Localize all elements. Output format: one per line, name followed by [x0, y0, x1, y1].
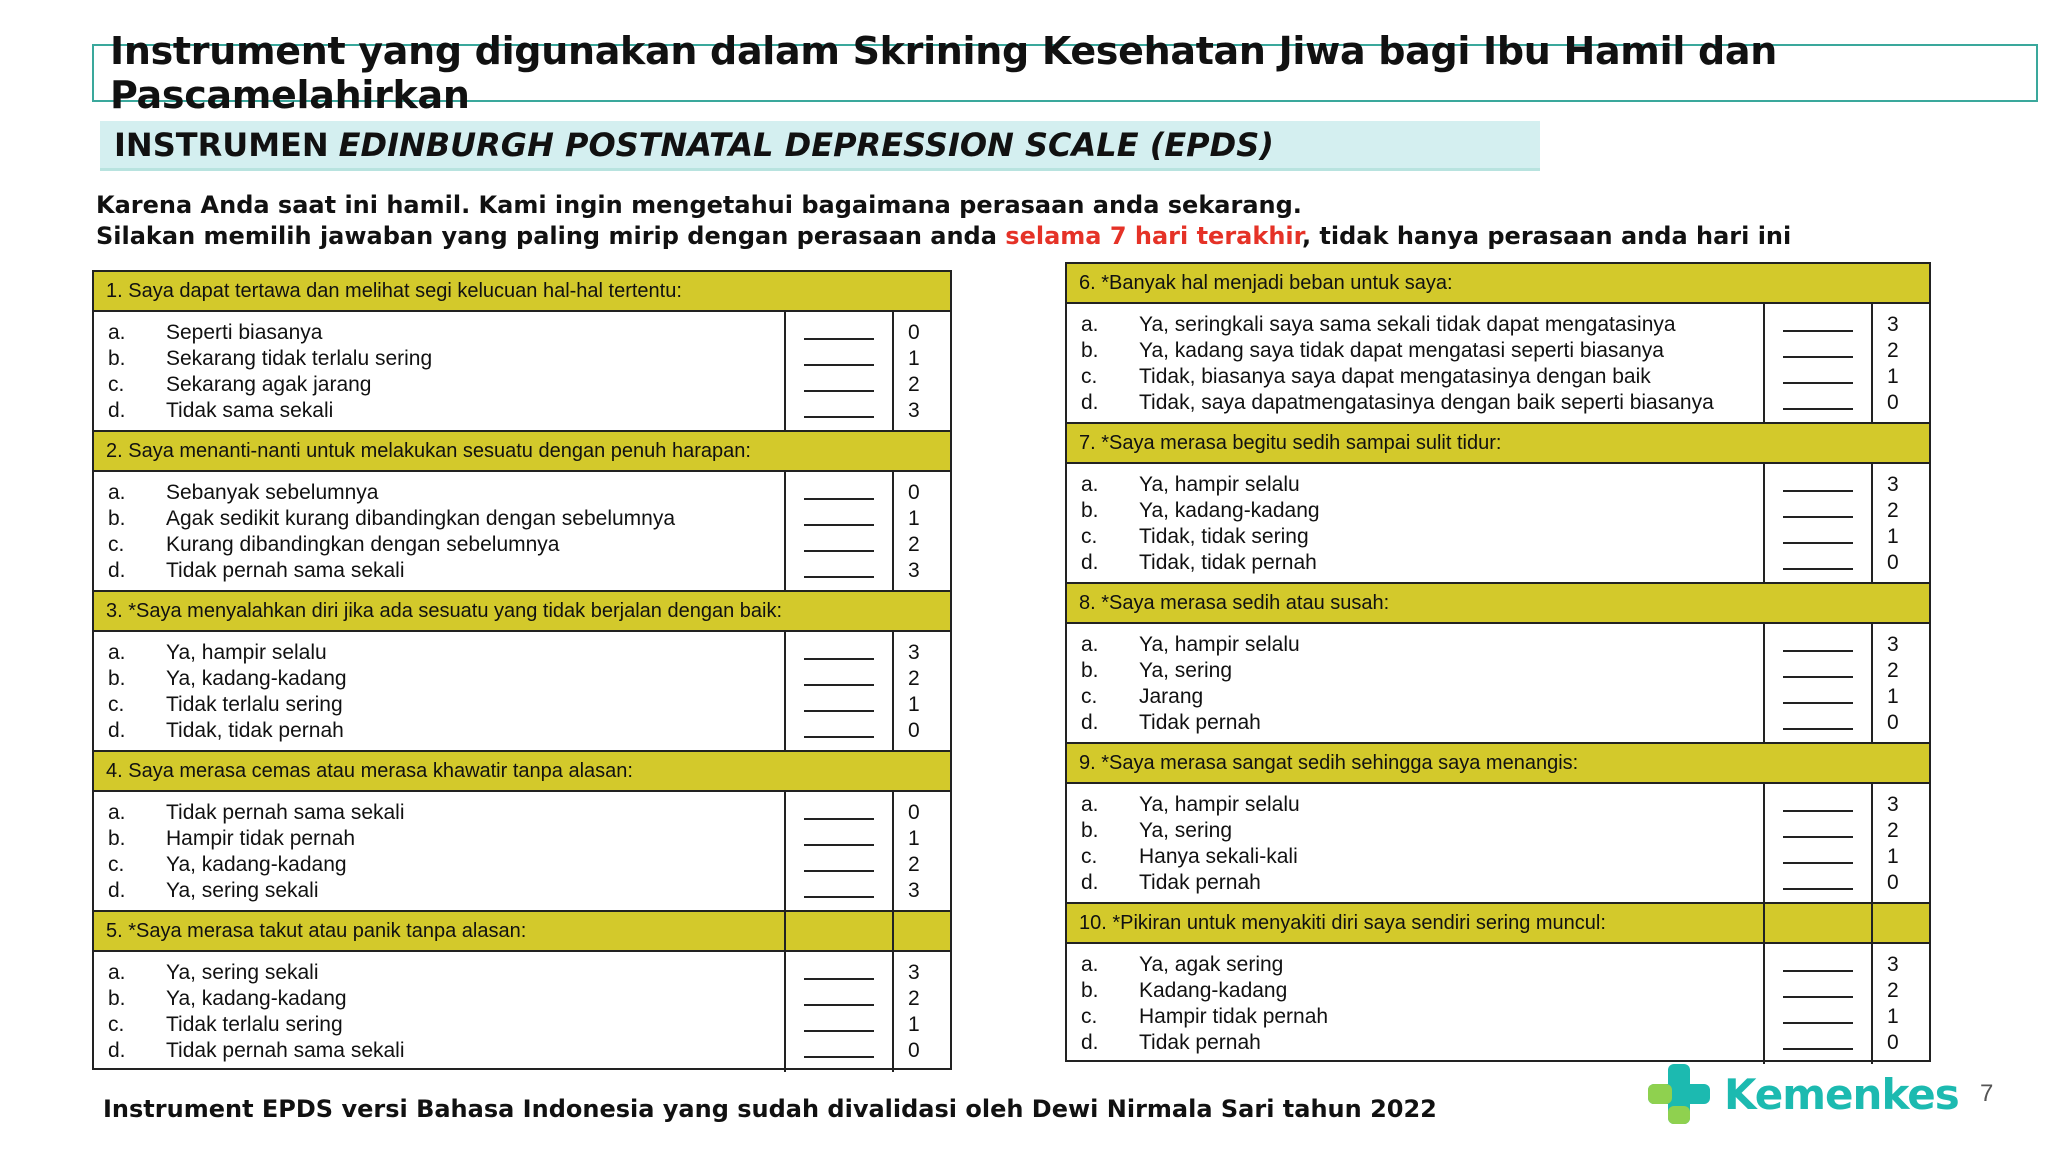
question-options: [1067, 304, 1929, 424]
option-letter: b.: [108, 507, 126, 530]
answer-blank[interactable]: [1765, 364, 1871, 390]
question-block: [1067, 584, 1929, 744]
intro-line-2-after: , tidak hanya perasaan anda hari ini: [1301, 222, 1792, 250]
answer-blank[interactable]: [786, 558, 892, 584]
option-score: 0: [908, 719, 920, 742]
answer-column: [1763, 784, 1871, 902]
answer-blank[interactable]: [786, 986, 892, 1012]
question-options: [94, 952, 950, 1072]
option-text: Tidak, tidak pernah: [166, 719, 344, 742]
question-block: [1067, 744, 1929, 904]
option-score: 2: [1887, 659, 1899, 682]
option-letter: b.: [108, 667, 126, 690]
option-text: Tidak pernah sama sekali: [166, 559, 405, 582]
option-text: Ya, kadang-kadang: [1139, 499, 1320, 522]
question-header: [1067, 904, 1929, 944]
option-score: 1: [1887, 365, 1899, 388]
option-letter: d.: [108, 559, 126, 582]
option-text: Hampir tidak pernah: [166, 827, 356, 850]
answer-blank[interactable]: [1765, 870, 1871, 896]
option-score: 1: [908, 693, 920, 716]
option-list: [1067, 624, 1763, 742]
option-text: Seperti biasanya: [166, 321, 323, 344]
option-score: 3: [1887, 313, 1899, 336]
option-list: [1067, 784, 1763, 902]
option-letter: d.: [1081, 711, 1099, 734]
option-score: 1: [1887, 1005, 1899, 1028]
answer-blank[interactable]: [1765, 1004, 1871, 1030]
option-letter: a.: [108, 801, 126, 824]
option-row: [108, 666, 784, 692]
answer-blank[interactable]: [786, 878, 892, 904]
option-text: Tidak terlalu sering: [166, 1013, 343, 1036]
option-score: 1: [1887, 845, 1899, 868]
option-letter: a.: [1081, 793, 1099, 816]
option-score: 1: [908, 347, 920, 370]
option-score: 0: [1887, 391, 1899, 414]
option-row: [1081, 978, 1763, 1004]
question-block: [94, 272, 950, 432]
option-score: 0: [908, 1039, 920, 1062]
option-letter: a.: [108, 961, 126, 984]
question-text: 10. *Pikiran untuk menyakiti diri saya sendiri sering muncul:: [1079, 911, 1606, 934]
option-letter: d.: [1081, 551, 1099, 574]
option-row: [108, 878, 784, 904]
option-score: 3: [1887, 473, 1899, 496]
option-row: [108, 1012, 784, 1038]
option-letter: b.: [1081, 499, 1099, 522]
option-letter: b.: [1081, 819, 1099, 842]
option-row: [1081, 818, 1763, 844]
option-row: [1081, 550, 1763, 576]
kemenkes-cross-icon: [1644, 1062, 1714, 1126]
question-header: [1067, 744, 1929, 784]
question-text: 5. *Saya merasa takut atau panik tanpa alasan:: [106, 919, 527, 942]
option-letter: a.: [108, 641, 126, 664]
question-text: 1. Saya dapat tertawa dan melihat segi kelucuan hal-hal tertentu:: [106, 279, 682, 302]
answer-column: [784, 632, 892, 750]
option-score: 2: [1887, 979, 1899, 1002]
score-column: [1871, 304, 1929, 422]
option-letter: a.: [108, 481, 126, 504]
answer-column: [784, 312, 892, 430]
answer-blank[interactable]: [1765, 978, 1871, 1004]
option-score: 3: [1887, 953, 1899, 976]
option-list: [94, 792, 784, 910]
option-row: [1081, 632, 1763, 658]
option-text: Ya, kadang-kadang: [166, 853, 347, 876]
option-row: [1081, 338, 1763, 364]
option-letter: c.: [1081, 845, 1098, 868]
option-text: Tidak, biasanya saya dapat mengatasinya dengan baik: [1139, 365, 1651, 388]
answer-blank[interactable]: [786, 800, 892, 826]
answer-blank[interactable]: [786, 960, 892, 986]
question-block: [1067, 904, 1929, 1064]
option-letter: a.: [1081, 313, 1099, 336]
option-row: [1081, 498, 1763, 524]
question-text: 4. Saya merasa cemas atau merasa khawatir tanpa alasan:: [106, 759, 633, 782]
option-text: Ya, hampir selalu: [1139, 473, 1300, 496]
option-row: [1081, 658, 1763, 684]
answer-blank[interactable]: [786, 532, 892, 558]
option-row: [1081, 1004, 1763, 1030]
option-list: [1067, 944, 1763, 1064]
option-letter: b.: [108, 347, 126, 370]
option-score: 1: [1887, 525, 1899, 548]
answer-blank[interactable]: [786, 692, 892, 718]
option-row: [1081, 1030, 1763, 1056]
option-text: Ya, sering sekali: [166, 879, 319, 902]
answer-blank[interactable]: [1765, 524, 1871, 550]
question-header: [1067, 424, 1929, 464]
option-row: [1081, 684, 1763, 710]
option-score: 3: [908, 961, 920, 984]
option-score: 3: [1887, 633, 1899, 656]
intro-line-2: [96, 221, 1791, 252]
answer-blank[interactable]: [786, 398, 892, 424]
answer-blank[interactable]: [1765, 338, 1871, 364]
intro-highlight: selama 7 hari terakhir: [1005, 222, 1302, 250]
option-letter: a.: [1081, 473, 1099, 496]
option-text: Ya, agak sering: [1139, 953, 1284, 976]
question-text: 6. *Banyak hal menjadi beban untuk saya:: [1079, 271, 1453, 294]
answer-blank[interactable]: [1765, 550, 1871, 576]
header-score-cell: [1871, 904, 1929, 942]
option-row: [1081, 472, 1763, 498]
option-score: 2: [1887, 499, 1899, 522]
option-text: Ya, kadang-kadang: [166, 667, 347, 690]
header-answer-cell: [1763, 904, 1871, 942]
option-text: Hampir tidak pernah: [1139, 1005, 1329, 1028]
option-text: Tidak, tidak sering: [1139, 525, 1309, 548]
score-column: [892, 952, 950, 1072]
score-column: [892, 312, 950, 430]
answer-column: [784, 952, 892, 1072]
question-options: [94, 792, 950, 912]
question-options: [94, 472, 950, 592]
answer-blank[interactable]: [1765, 1030, 1871, 1056]
option-text: Jarang: [1139, 685, 1204, 708]
option-score: 0: [908, 801, 920, 824]
answer-blank[interactable]: [1765, 498, 1871, 524]
option-row: [1081, 952, 1763, 978]
option-row: [1081, 524, 1763, 550]
score-column: [1871, 464, 1929, 582]
option-row: [108, 398, 784, 424]
score-column: [892, 472, 950, 590]
option-list: [1067, 304, 1763, 422]
answer-blank[interactable]: [786, 1038, 892, 1064]
answer-blank[interactable]: [1765, 844, 1871, 870]
option-text: Ya, hampir selalu: [166, 641, 327, 664]
option-letter: c.: [108, 853, 125, 876]
option-score: 1: [908, 827, 920, 850]
kemenkes-logo: [1644, 1062, 1959, 1126]
option-row: [108, 640, 784, 666]
answer-blank[interactable]: [786, 480, 892, 506]
option-score: 2: [908, 373, 920, 396]
option-letter: c.: [108, 693, 125, 716]
question-options: [1067, 624, 1929, 744]
answer-blank[interactable]: [786, 826, 892, 852]
option-text: Hanya sekali-kali: [1139, 845, 1298, 868]
option-text: Tidak pernah: [1139, 1031, 1261, 1054]
option-letter: a.: [1081, 633, 1099, 656]
option-score: 2: [908, 987, 920, 1010]
option-letter: b.: [1081, 659, 1099, 682]
question-options: [1067, 944, 1929, 1064]
option-text: Tidak pernah: [1139, 871, 1261, 894]
subtitle-italic: EDINBURGH POSTNATAL DEPRESSION SCALE (EPDS): [338, 125, 1274, 164]
option-text: Agak sedikit kurang dibandingkan dengan sebelumnya: [166, 507, 676, 530]
question-block: [94, 592, 950, 752]
option-text: Sekarang agak jarang: [166, 373, 372, 396]
option-text: Ya, kadang saya tidak dapat mengatasi seperti biasanya: [1139, 339, 1664, 362]
answer-blank[interactable]: [1765, 684, 1871, 710]
question-block: [1067, 424, 1929, 584]
intro-text: [96, 190, 1791, 252]
option-row: [108, 800, 784, 826]
option-letter: b.: [1081, 339, 1099, 362]
question-options: [94, 312, 950, 432]
option-text: Ya, hampir selalu: [1139, 633, 1300, 656]
option-letter: c.: [1081, 525, 1098, 548]
option-row: [108, 320, 784, 346]
answer-blank[interactable]: [1765, 390, 1871, 416]
answer-blank[interactable]: [786, 346, 892, 372]
option-letter: c.: [108, 373, 125, 396]
question-header: [1067, 264, 1929, 304]
option-letter: d.: [108, 719, 126, 742]
option-text: Ya, sering: [1139, 819, 1232, 842]
question-options: [1067, 464, 1929, 584]
questions-panel-right: [1065, 262, 1931, 1062]
score-column: [1871, 624, 1929, 742]
answer-blank[interactable]: [1765, 658, 1871, 684]
option-letter: c.: [1081, 1005, 1098, 1028]
answer-blank[interactable]: [1765, 792, 1871, 818]
answer-blank[interactable]: [786, 320, 892, 346]
option-score: 0: [1887, 551, 1899, 574]
option-row: [1081, 870, 1763, 896]
option-row: [108, 718, 784, 744]
option-text: Tidak, saya dapatmengatasinya dengan baik seperti biasanya: [1139, 391, 1714, 414]
option-letter: d.: [1081, 391, 1099, 414]
question-block: [1067, 264, 1929, 424]
option-list: [94, 952, 784, 1072]
subtitle-prefix: INSTRUMEN: [114, 125, 329, 164]
option-score: 2: [1887, 819, 1899, 842]
questions-panel-left: [92, 270, 952, 1070]
answer-blank[interactable]: [786, 506, 892, 532]
option-row: [108, 1038, 784, 1064]
option-row: [108, 852, 784, 878]
option-letter: b.: [108, 827, 126, 850]
answer-blank[interactable]: [1765, 710, 1871, 736]
question-text: 7. *Saya merasa begitu sedih sampai sulit tidur:: [1079, 431, 1502, 454]
question-block: [94, 912, 950, 1072]
option-text: Sekarang tidak terlalu sering: [166, 347, 433, 370]
option-row: [108, 480, 784, 506]
question-text: 8. *Saya merasa sedih atau susah:: [1079, 591, 1390, 614]
option-score: 0: [908, 481, 920, 504]
option-row: [108, 692, 784, 718]
intro-line-1: Karena Anda saat ini hamil. Kami ingin mengetahui bagaimana perasaan anda sekarang.: [96, 191, 1302, 219]
option-row: [1081, 844, 1763, 870]
answer-blank[interactable]: [786, 372, 892, 398]
answer-blank[interactable]: [1765, 818, 1871, 844]
option-row: [108, 960, 784, 986]
intro-line-2-before: Silakan memilih jawaban yang paling mirip dengan perasaan anda: [96, 222, 1006, 250]
option-letter: c.: [108, 533, 125, 556]
option-text: Ya, kadang-kadang: [166, 987, 347, 1010]
question-block: [94, 432, 950, 592]
question-text: 2. Saya menanti-nanti untuk melakukan sesuatu dengan penuh harapan:: [106, 439, 751, 462]
answer-column: [1763, 944, 1871, 1064]
option-score: 1: [908, 1013, 920, 1036]
option-text: Kadang-kadang: [1139, 979, 1288, 1002]
option-letter: c.: [1081, 685, 1098, 708]
answer-column: [784, 792, 892, 910]
answer-column: [1763, 464, 1871, 582]
option-score: 3: [908, 641, 920, 664]
option-list: [94, 312, 784, 430]
option-row: [108, 506, 784, 532]
answer-blank[interactable]: [786, 1012, 892, 1038]
question-header: [94, 752, 950, 792]
question-options: [94, 632, 950, 752]
option-text: Tidak pernah sama sekali: [166, 801, 405, 824]
answer-blank[interactable]: [1765, 632, 1871, 658]
score-column: [892, 792, 950, 910]
question-header: [94, 592, 950, 632]
answer-column: [784, 472, 892, 590]
option-letter: d.: [108, 1039, 126, 1062]
answer-blank[interactable]: [1765, 312, 1871, 338]
question-header: [94, 432, 950, 472]
option-text: Tidak sama sekali: [166, 399, 334, 422]
option-score: 0: [908, 321, 920, 344]
answer-blank[interactable]: [786, 666, 892, 692]
option-score: 0: [1887, 711, 1899, 734]
answer-column: [1763, 304, 1871, 422]
option-list: [94, 632, 784, 750]
logo-text: Kemenkes: [1724, 1069, 1959, 1119]
answer-blank[interactable]: [786, 718, 892, 744]
answer-blank[interactable]: [786, 640, 892, 666]
option-letter: c.: [1081, 365, 1098, 388]
option-row: [108, 986, 784, 1012]
option-score: 3: [1887, 793, 1899, 816]
option-text: Ya, sering: [1139, 659, 1232, 682]
option-score: 3: [908, 559, 920, 582]
option-score: 0: [1887, 1031, 1899, 1054]
option-text: Sebanyak sebelumnya: [166, 481, 379, 504]
option-score: 2: [1887, 339, 1899, 362]
question-options: [1067, 784, 1929, 904]
option-row: [108, 532, 784, 558]
question-header: [94, 912, 950, 952]
option-row: [108, 558, 784, 584]
option-letter: b.: [1081, 979, 1099, 1002]
option-score: 0: [1887, 871, 1899, 894]
option-list: [94, 472, 784, 590]
option-letter: d.: [108, 879, 126, 902]
score-column: [892, 632, 950, 750]
option-text: Tidak pernah sama sekali: [166, 1039, 405, 1062]
option-letter: b.: [108, 987, 126, 1010]
option-letter: a.: [108, 321, 126, 344]
header-answer-cell: [784, 912, 892, 950]
option-letter: d.: [1081, 871, 1099, 894]
option-row: [1081, 390, 1763, 416]
option-text: Tidak pernah: [1139, 711, 1261, 734]
option-row: [1081, 364, 1763, 390]
option-letter: d.: [108, 399, 126, 422]
page-title: Instrument yang digunakan dalam Skrining Kesehatan Jiwa bagi Ibu Hamil dan Pascamelahirkan: [92, 44, 2038, 102]
option-letter: c.: [108, 1013, 125, 1036]
option-score: 3: [908, 879, 920, 902]
option-text: Kurang dibandingkan dengan sebelumnya: [166, 533, 560, 556]
option-row: [1081, 792, 1763, 818]
question-text: 3. *Saya menyalahkan diri jika ada sesuatu yang tidak berjalan dengan baik:: [106, 599, 782, 622]
option-letter: d.: [1081, 1031, 1099, 1054]
question-text: 9. *Saya merasa sangat sedih sehingga saya menangis:: [1079, 751, 1579, 774]
option-text: Tidak, tidak pernah: [1139, 551, 1317, 574]
page-number: 7: [1980, 1080, 1994, 1107]
option-row: [108, 346, 784, 372]
option-text: Ya, seringkali saya sama sekali tidak dapat mengatasinya: [1139, 313, 1676, 336]
option-list: [1067, 464, 1763, 582]
option-row: [108, 826, 784, 852]
answer-column: [1763, 624, 1871, 742]
option-score: 2: [908, 667, 920, 690]
header-score-cell: [892, 912, 950, 950]
answer-blank[interactable]: [1765, 472, 1871, 498]
option-text: Ya, hampir selalu: [1139, 793, 1300, 816]
option-text: Tidak terlalu sering: [166, 693, 343, 716]
section-subtitle: [100, 121, 1540, 171]
footer-note: Instrument EPDS versi Bahasa Indonesia yang sudah divalidasi oleh Dewi Nirmala Sari tahun 2022: [103, 1095, 1437, 1123]
option-text: Ya, sering sekali: [166, 961, 319, 984]
option-score: 2: [908, 853, 920, 876]
question-header: [1067, 584, 1929, 624]
option-score: 3: [908, 399, 920, 422]
score-column: [1871, 784, 1929, 902]
answer-blank[interactable]: [786, 852, 892, 878]
option-letter: a.: [1081, 953, 1099, 976]
question-block: [94, 752, 950, 912]
option-row: [1081, 312, 1763, 338]
score-column: [1871, 944, 1929, 1064]
option-score: 1: [908, 507, 920, 530]
question-header: [94, 272, 950, 312]
option-score: 2: [908, 533, 920, 556]
answer-blank[interactable]: [1765, 952, 1871, 978]
option-score: 1: [1887, 685, 1899, 708]
option-row: [108, 372, 784, 398]
option-row: [1081, 710, 1763, 736]
